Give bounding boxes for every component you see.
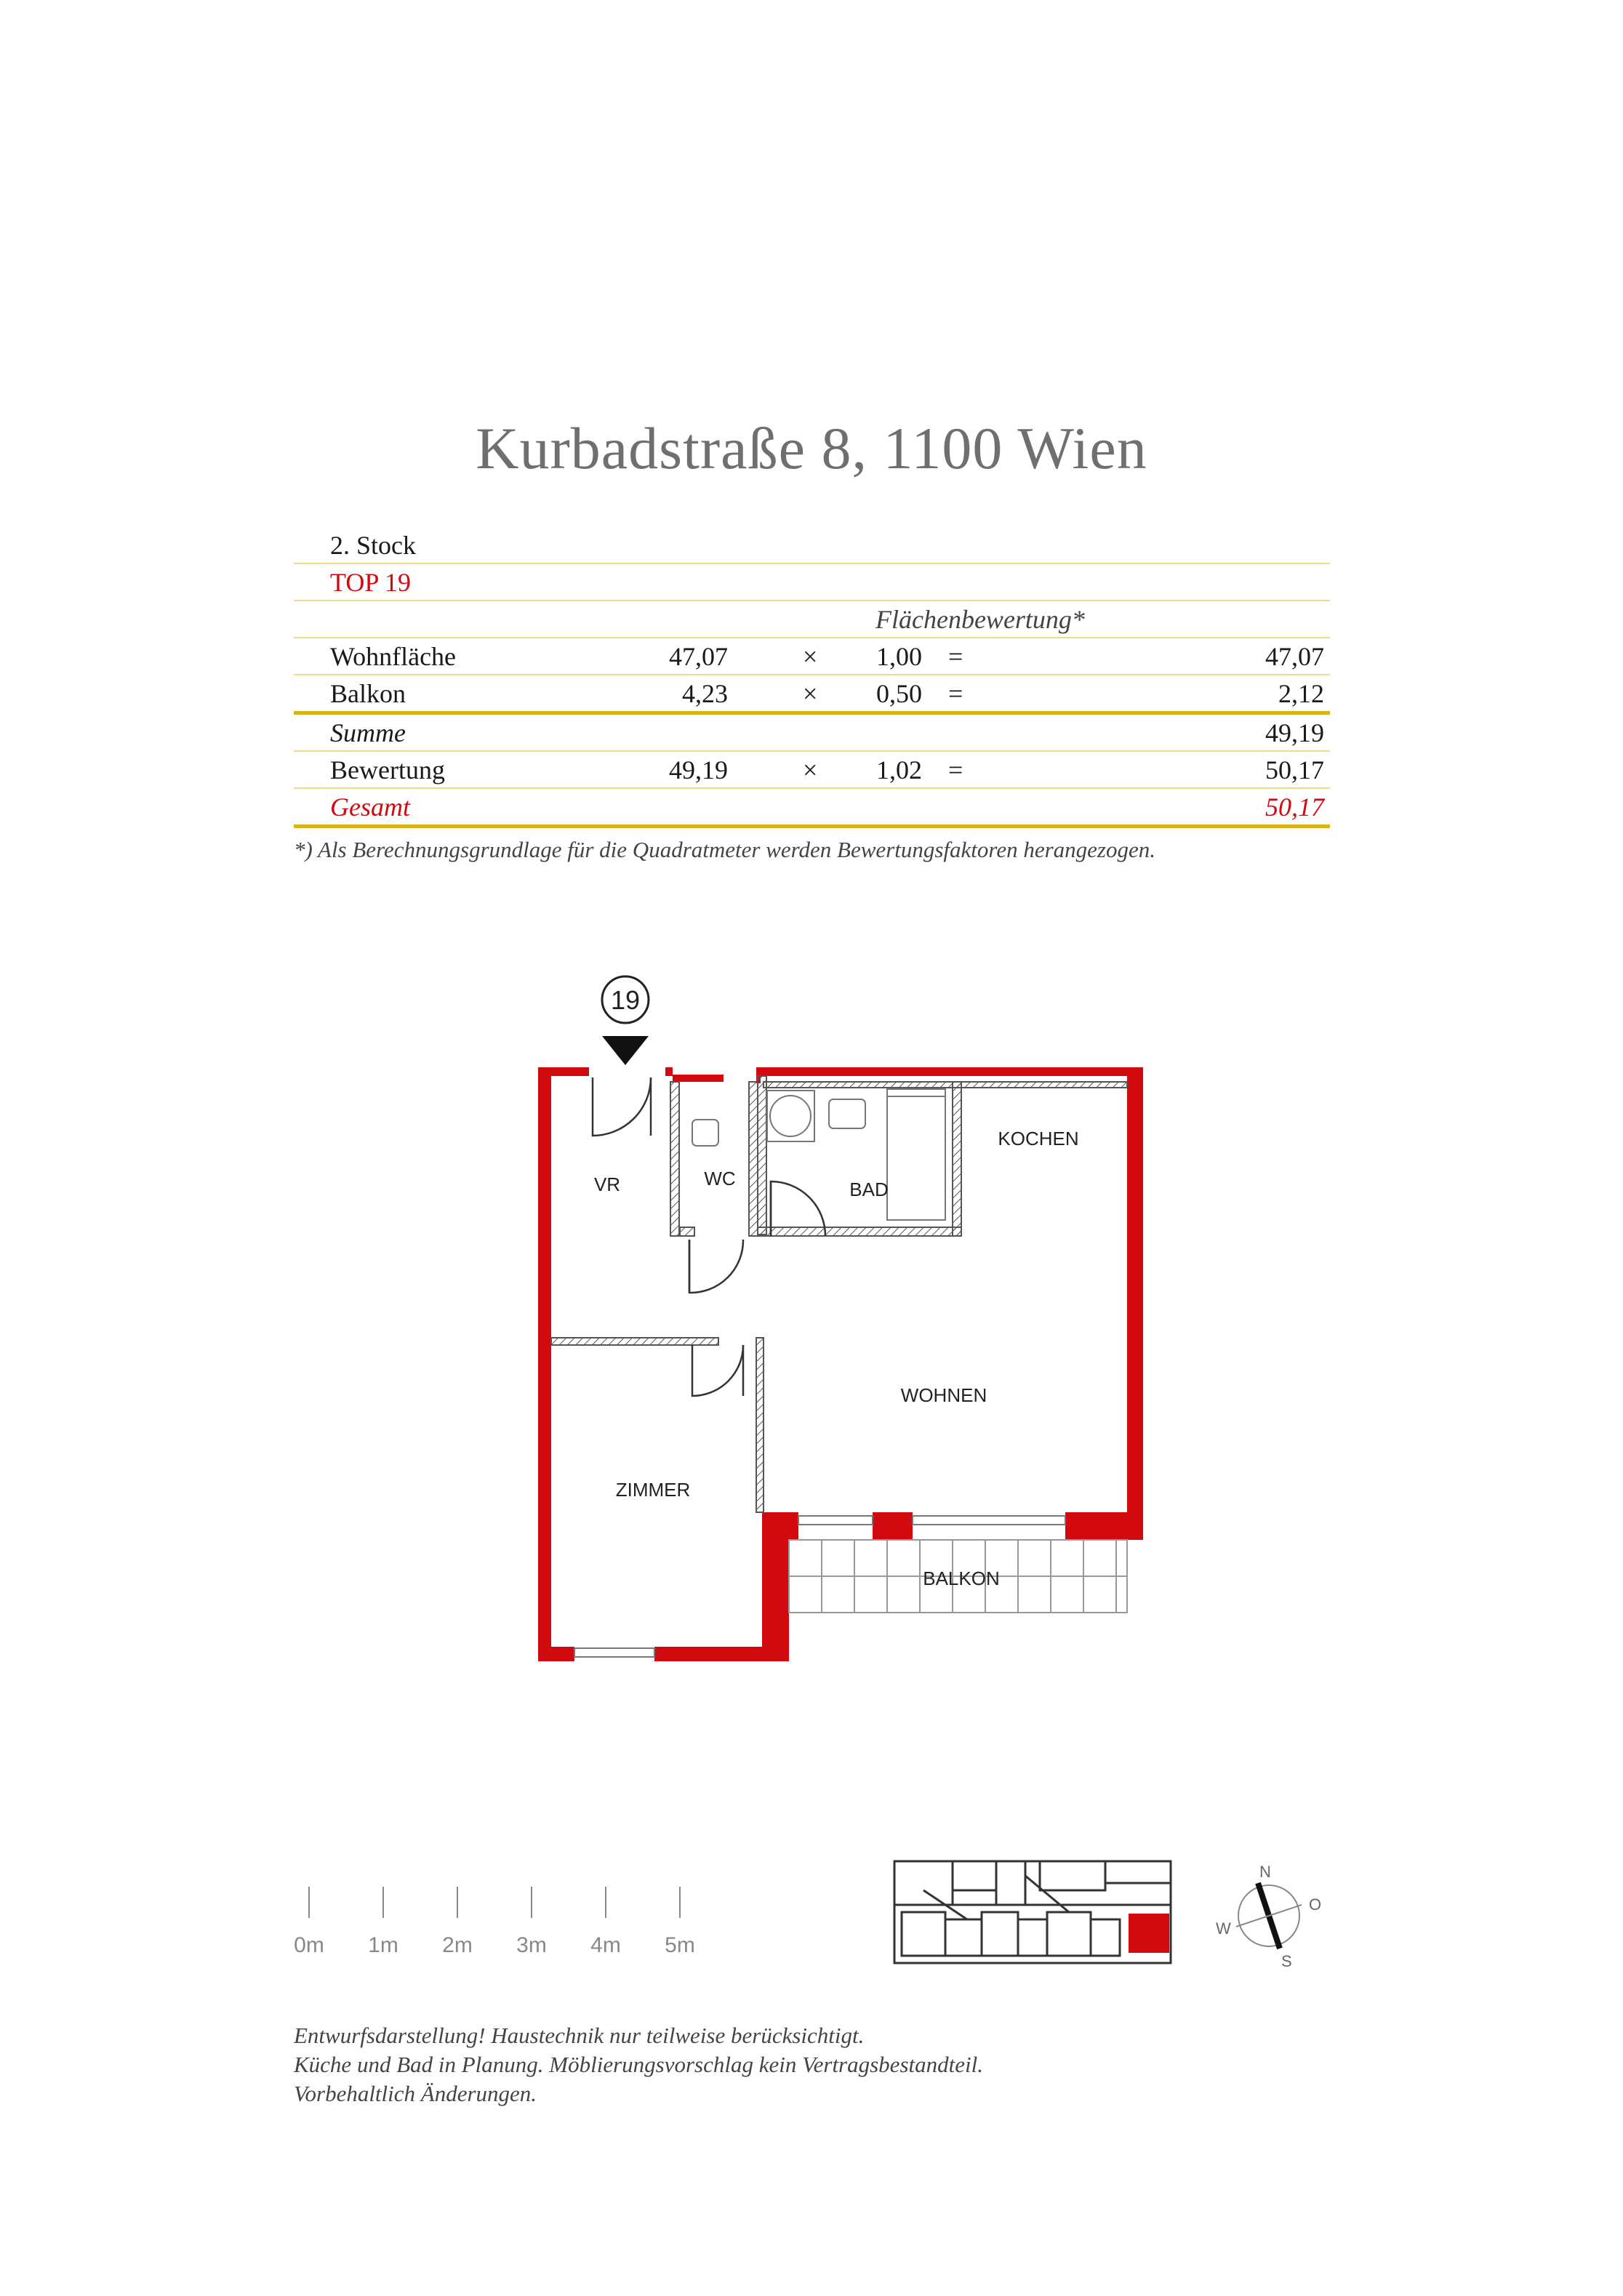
scale-tick-label: 1m (368, 1933, 398, 1957)
footnote: *) Als Berechnungsgrundlage für die Quadratmeter werden Bewertungsfaktoren herangezogen. (294, 837, 1155, 862)
scale-tick-label: 5m (665, 1933, 695, 1957)
sum-result: 49,19 (1265, 718, 1324, 747)
sum-label: Summe (330, 718, 406, 747)
row-factor: 1,00 (876, 642, 922, 671)
exterior-walls (538, 1067, 1143, 1661)
row-area: 4,23 (682, 679, 728, 708)
disclaimer-line: Küche und Bad in Planung. Möblierungsvorschlag kein Vertragsbestandteil. (294, 2052, 983, 2077)
row-result: 47,07 (1265, 642, 1324, 671)
scale-tick-label: 4m (590, 1933, 621, 1957)
room-label-vr: VR (593, 1173, 621, 1195)
unit-row (294, 564, 1330, 601)
unit-label: TOP 19 (330, 568, 412, 597)
row-result: 2,12 (1278, 679, 1324, 708)
entrance-marker (602, 976, 649, 1065)
scale-tick-label: 2m (442, 1933, 473, 1957)
sum-row (294, 715, 1330, 752)
bathroom-fixtures (692, 1089, 945, 1220)
row-area: 47,07 (669, 642, 728, 671)
room-label-zimmer: ZIMMER (615, 1479, 691, 1501)
compass-w: W (1216, 1919, 1231, 1938)
floor-label: 2. Stock (330, 531, 417, 560)
room-label-balkon: BALKON (923, 1568, 1000, 1589)
room-label-kochen: KOCHEN (998, 1128, 1079, 1149)
header-row (294, 601, 1330, 638)
room-label-bad: BAD (849, 1179, 889, 1200)
times-sign: × (803, 755, 818, 784)
page-title: Kurbadstraße 8, 1100 Wien (476, 415, 1147, 481)
times-sign: × (803, 642, 818, 671)
compass-n: N (1259, 1863, 1271, 1881)
table-row (294, 638, 1330, 675)
row-label: Wohnfläche (330, 642, 457, 671)
floor-row (294, 527, 1330, 564)
scale-bar (284, 1883, 720, 1963)
room-label-wc: WC (704, 1168, 736, 1189)
rating-label: Bewertung (330, 755, 445, 784)
scale-tick-label: 3m (516, 1933, 547, 1957)
unit-highlight (1129, 1914, 1169, 1953)
equals-sign: = (948, 679, 963, 708)
area-table (294, 527, 1330, 828)
compass-o: O (1309, 1895, 1322, 1914)
rating-result: 50,17 (1265, 755, 1324, 784)
site-plan-thumbnail (880, 1847, 1185, 1978)
row-label: Balkon (330, 679, 406, 708)
compass-s: S (1281, 1952, 1292, 1970)
entrance-arrow-icon (602, 1036, 649, 1065)
rating-area: 49,19 (669, 755, 728, 784)
times-sign: × (803, 679, 818, 708)
row-factor: 0,50 (876, 679, 922, 708)
room-label-wohnen: WOHNEN (900, 1384, 987, 1406)
disclaimer (294, 2021, 983, 2108)
table-row (294, 675, 1330, 715)
disclaimer-line: Vorbehaltlich Änderungen. (294, 2081, 537, 2106)
equals-sign: = (948, 755, 963, 784)
entrance-number: 19 (610, 985, 641, 1015)
factor-header: Flächenbewertung* (875, 605, 1085, 634)
scale-tick-label: 0m (294, 1933, 324, 1957)
total-row (294, 789, 1330, 828)
compass-icon (1214, 1861, 1323, 1970)
rating-row (294, 752, 1330, 789)
equals-sign: = (948, 642, 963, 671)
disclaimer-line: Entwurfsdarstellung! Haustechnik nur teilweise berücksichtigt. (294, 2023, 865, 2048)
total-result: 50,17 (1265, 792, 1324, 822)
floor-plan (509, 967, 1193, 1694)
rating-factor: 1,02 (876, 755, 922, 784)
total-label: Gesamt (330, 792, 410, 822)
